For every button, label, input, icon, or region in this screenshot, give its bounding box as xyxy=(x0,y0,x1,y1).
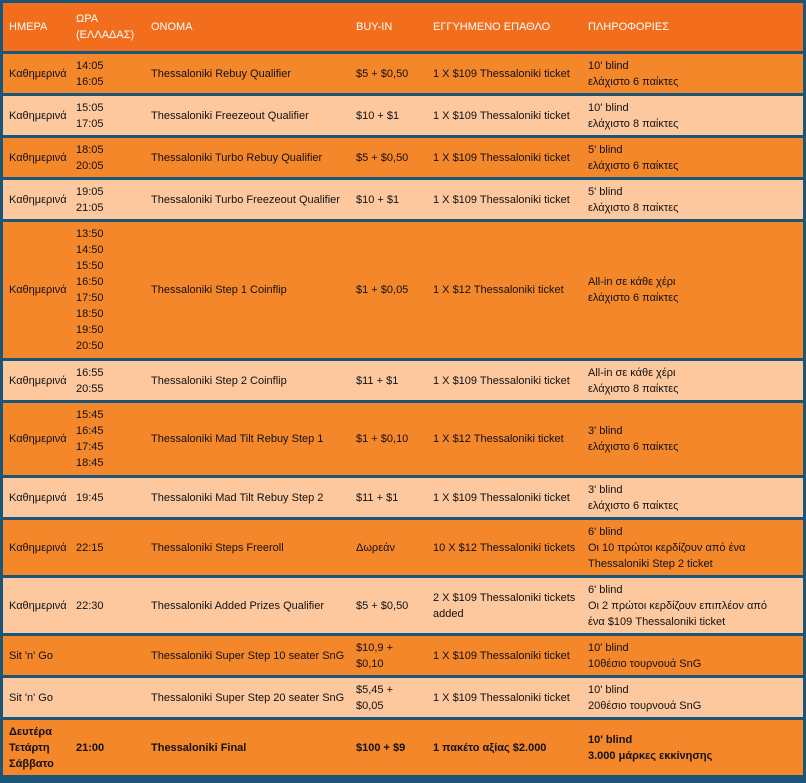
cell-day-line: Καθημερινά xyxy=(9,541,67,554)
cell-info-line: 10' blind xyxy=(588,59,629,72)
cell-buyin-line: $1 + $0,05 xyxy=(356,284,409,296)
cell-name: Thessaloniki Final xyxy=(145,720,350,775)
cell-day xyxy=(3,478,70,517)
cell-day xyxy=(3,96,70,135)
cell-prize xyxy=(427,180,582,219)
cell-info-line: 10θέσιο τουρνουά SnG xyxy=(588,657,702,670)
cell-day xyxy=(3,222,70,358)
cell-info xyxy=(582,520,803,575)
cell-info-line: 10' blind xyxy=(588,101,629,114)
cell-times xyxy=(70,520,145,575)
cell-info-line: All-in σε κάθε χέρι xyxy=(588,366,676,379)
cell-times xyxy=(70,403,145,475)
cell-prize xyxy=(427,678,582,717)
cell-info-line: 6' blind xyxy=(588,525,623,538)
cell-prize-line: 1 X $109 Thessaloniki ticket xyxy=(433,374,570,387)
cell-times-line: 17:50 xyxy=(76,292,104,304)
cell-times-line: 22:15 xyxy=(76,541,104,554)
cell-info-line: ένα $109 Thessaloniki ticket xyxy=(588,615,726,628)
cell-day xyxy=(3,361,70,400)
cell-times-line: 20:55 xyxy=(76,382,104,395)
table-row xyxy=(3,180,803,219)
cell-prize-line: 1 X $109 Thessaloniki ticket xyxy=(433,649,570,662)
cell-prize-line: 1 X $109 Thessaloniki ticket xyxy=(433,67,570,80)
cell-day-line: Καθημερινά xyxy=(9,193,67,206)
cell-prize xyxy=(427,720,582,775)
cell-buyin-line: $0,05 xyxy=(356,699,384,712)
cell-name: Thessaloniki Rebuy Qualifier xyxy=(145,54,350,93)
cell-day xyxy=(3,678,70,717)
cell-buyin xyxy=(350,96,427,135)
cell-day-line: Καθημερινά xyxy=(9,67,67,80)
table-row xyxy=(3,54,803,93)
cell-times-line: 22:30 xyxy=(76,599,104,612)
cell-info xyxy=(582,403,803,475)
cell-times-line: 21:00 xyxy=(76,741,105,754)
cell-times-line: 17:05 xyxy=(76,117,104,130)
cell-day-line: Τετάρτη xyxy=(9,741,50,754)
cell-info-line: 5' blind xyxy=(588,143,623,156)
cell-times xyxy=(70,180,145,219)
cell-times-line: 21:05 xyxy=(76,201,104,214)
cell-buyin-line: $10 + $1 xyxy=(356,109,400,122)
cell-buyin xyxy=(350,222,427,358)
cell-info-line: 3' blind xyxy=(588,483,623,496)
cell-times-line: 19:45 xyxy=(76,491,104,504)
cell-info xyxy=(582,636,803,675)
cell-times-line: 18:50 xyxy=(76,308,104,320)
cell-prize-line: 1 X $109 Thessaloniki ticket xyxy=(433,151,570,164)
cell-times xyxy=(70,361,145,400)
header-row xyxy=(3,3,803,51)
cell-day-line: Καθημερινά xyxy=(9,284,67,296)
cell-info xyxy=(582,478,803,517)
cell-info xyxy=(582,96,803,135)
cell-info xyxy=(582,54,803,93)
cell-prize-line: 1 πακέτο αξίας $2.000 xyxy=(433,741,547,754)
cell-day xyxy=(3,54,70,93)
table-row xyxy=(3,222,803,358)
cell-prize xyxy=(427,222,582,358)
table-row xyxy=(3,96,803,135)
cell-day-line: Σάββατο xyxy=(9,757,54,770)
header-prize: ΕΓΓΥΗΜΕΝΟ ΕΠΑΘΛΟ xyxy=(427,3,582,51)
cell-info-line: 5' blind xyxy=(588,185,623,198)
cell-buyin-line: $5 + $0,50 xyxy=(356,599,409,612)
cell-prize-line: 1 X $109 Thessaloniki ticket xyxy=(433,691,570,704)
cell-name: Thessaloniki Step 1 Coinflip xyxy=(145,222,350,358)
cell-day-line: Καθημερινά xyxy=(9,599,67,612)
cell-buyin xyxy=(350,138,427,177)
cell-times xyxy=(70,138,145,177)
cell-buyin xyxy=(350,578,427,633)
cell-times-line: 14:50 xyxy=(76,244,104,256)
cell-info-line: ελάχιστο 6 παίκτες xyxy=(588,441,679,453)
cell-name: Thessaloniki Step 2 Coinflip xyxy=(145,361,350,400)
cell-buyin xyxy=(350,520,427,575)
cell-prize-line: 2 X $109 Thessaloniki tickets xyxy=(433,591,576,604)
header-info: ΠΛΗΡΟΦΟΡΙΕΣ xyxy=(582,3,803,51)
cell-info xyxy=(582,678,803,717)
table-row xyxy=(3,403,803,475)
cell-info-line: 10' blind xyxy=(588,683,629,696)
cell-info-line: ελάχιστο 6 παίκτες xyxy=(588,75,679,88)
tournament-schedule-table xyxy=(3,3,803,778)
cell-buyin xyxy=(350,678,427,717)
cell-name: Thessaloniki Turbo Freezeout Qualifier xyxy=(145,180,350,219)
table-row xyxy=(3,478,803,517)
cell-buyin-line: $11 + $1 xyxy=(356,491,399,504)
cell-times xyxy=(70,478,145,517)
cell-day xyxy=(3,520,70,575)
cell-times-line: 16:45 xyxy=(76,425,104,437)
cell-buyin-line: Δωρεάν xyxy=(356,541,395,554)
cell-info xyxy=(582,222,803,358)
cell-buyin-line: $5 + $0,50 xyxy=(356,67,409,80)
cell-prize xyxy=(427,403,582,475)
cell-buyin-line: $100 + $9 xyxy=(356,741,406,754)
cell-buyin-line: $10,9 + xyxy=(356,641,394,654)
cell-name: Thessaloniki Freezeout Qualifier xyxy=(145,96,350,135)
cell-prize xyxy=(427,636,582,675)
cell-day xyxy=(3,180,70,219)
cell-prize xyxy=(427,54,582,93)
table-row xyxy=(3,361,803,400)
cell-prize-line: 10 X $12 Thessaloniki tickets xyxy=(433,541,576,554)
cell-info xyxy=(582,138,803,177)
table-row xyxy=(3,678,803,717)
cell-prize-line: added xyxy=(433,607,464,620)
cell-buyin xyxy=(350,180,427,219)
cell-info-line: All-in σε κάθε χέρι xyxy=(588,276,676,288)
header-buyin: BUY-IN xyxy=(350,3,427,51)
cell-times xyxy=(70,636,145,675)
cell-day xyxy=(3,403,70,475)
cell-times xyxy=(70,222,145,358)
cell-times-line: 20:05 xyxy=(76,159,104,172)
cell-info-line: ελάχιστο 8 παίκτες xyxy=(588,117,679,130)
cell-buyin-line: $1 + $0,10 xyxy=(356,433,409,445)
cell-prize-line: 1 X $12 Thessaloniki ticket xyxy=(433,284,564,296)
cell-name: Thessaloniki Steps Freeroll xyxy=(145,520,350,575)
cell-day-line: Καθημερινά xyxy=(9,491,67,504)
cell-name: Thessaloniki Mad Tilt Rebuy Step 1 xyxy=(145,403,350,475)
cell-info-line: Οι 2 πρώτοι κερδίζουν επιπλέον από xyxy=(588,599,768,612)
cell-times-line: 15:45 xyxy=(76,409,104,421)
header-time-line2: (ΕΛΛΑΔΑΣ) xyxy=(76,29,135,41)
cell-buyin-line: $5 + $0,50 xyxy=(356,151,409,164)
cell-day xyxy=(3,636,70,675)
cell-times-line: 14:05 xyxy=(76,59,104,72)
cell-times-line: 16:50 xyxy=(76,276,104,288)
cell-times xyxy=(70,578,145,633)
cell-buyin-line: $5,45 + xyxy=(356,683,394,696)
cell-times-line: 19:05 xyxy=(76,185,104,198)
cell-times-line: 18:45 xyxy=(76,457,104,469)
cell-times xyxy=(70,678,145,717)
cell-times xyxy=(70,720,145,775)
cell-times-line: 19:50 xyxy=(76,324,104,336)
cell-info xyxy=(582,720,803,775)
table-row xyxy=(3,138,803,177)
cell-prize-line: 1 X $12 Thessaloniki ticket xyxy=(433,433,564,445)
cell-info-line: ελάχιστο 6 παίκτες xyxy=(588,159,679,172)
cell-prize xyxy=(427,520,582,575)
table-row xyxy=(3,636,803,675)
cell-info-line: Οι 10 πρώτοι κερδίζουν από ένα xyxy=(588,541,746,554)
cell-times-line: 17:45 xyxy=(76,441,104,453)
cell-info-line: 6' blind xyxy=(588,583,623,596)
cell-prize xyxy=(427,478,582,517)
cell-day-line: Καθημερινά xyxy=(9,433,67,445)
cell-day-line: Καθημερινά xyxy=(9,151,67,164)
cell-times-line: 20:50 xyxy=(76,340,104,352)
cell-day-line: Δευτέρα xyxy=(9,725,52,738)
cell-info-line: ελάχιστο 6 παίκτες xyxy=(588,499,679,512)
cell-day-line: Sit 'n' Go xyxy=(9,691,53,704)
cell-prize xyxy=(427,96,582,135)
cell-day-line: Καθημερινά xyxy=(9,374,67,387)
header-time xyxy=(70,3,145,51)
cell-times xyxy=(70,96,145,135)
cell-buyin xyxy=(350,403,427,475)
cell-buyin-line: $10 + $1 xyxy=(356,193,400,206)
cell-times xyxy=(70,54,145,93)
cell-buyin xyxy=(350,54,427,93)
header-day: ΗΜΕΡΑ xyxy=(3,3,70,51)
table-row xyxy=(3,720,803,775)
cell-prize-line: 1 X $109 Thessaloniki ticket xyxy=(433,491,570,504)
cell-times-line: 18:05 xyxy=(76,143,104,156)
cell-info xyxy=(582,361,803,400)
cell-buyin-line: $0,10 xyxy=(356,657,384,670)
cell-name: Thessaloniki Super Step 20 seater SnG xyxy=(145,678,350,717)
cell-day xyxy=(3,138,70,177)
header-time-line1: ΩΡΑ xyxy=(76,13,99,25)
cell-info-line: 20θέσιο τουρνουά SnG xyxy=(588,699,702,712)
cell-day-line: Sit 'n' Go xyxy=(9,649,53,662)
cell-info-line: ελάχιστο 8 παίκτες xyxy=(588,201,679,214)
cell-times-line: 15:50 xyxy=(76,260,104,272)
cell-buyin-line: $11 + $1 xyxy=(356,374,399,387)
schedule-frame xyxy=(3,3,803,780)
cell-day-line: Καθημερινά xyxy=(9,109,67,122)
cell-name: Thessaloniki Mad Tilt Rebuy Step 2 xyxy=(145,478,350,517)
cell-info-line: Thessaloniki Step 2 ticket xyxy=(588,557,713,570)
cell-times-line: 16:55 xyxy=(76,366,104,379)
cell-name: Thessaloniki Turbo Rebuy Qualifier xyxy=(145,138,350,177)
cell-info-line: ελάχιστο 8 παίκτες xyxy=(588,382,679,395)
table-row xyxy=(3,578,803,633)
cell-info-line: 3' blind xyxy=(588,425,623,437)
cell-info-line: 10' blind xyxy=(588,733,633,746)
cell-buyin xyxy=(350,720,427,775)
cell-info-line: ελάχιστο 6 παίκτες xyxy=(588,292,679,304)
cell-name: Thessaloniki Added Prizes Qualifier xyxy=(145,578,350,633)
cell-buyin xyxy=(350,361,427,400)
cell-info xyxy=(582,578,803,633)
header-name: ΟΝΟΜΑ xyxy=(145,3,350,51)
cell-prize-line: 1 X $109 Thessaloniki ticket xyxy=(433,193,570,206)
cell-times-line: 16:05 xyxy=(76,75,104,88)
cell-day xyxy=(3,578,70,633)
cell-name: Thessaloniki Super Step 10 seater SnG xyxy=(145,636,350,675)
table-row xyxy=(3,520,803,575)
cell-prize xyxy=(427,138,582,177)
cell-info-line: 3.000 μάρκες εκκίνησης xyxy=(588,749,713,762)
cell-info xyxy=(582,180,803,219)
cell-times-line: 15:05 xyxy=(76,101,104,114)
cell-times-line: 13:50 xyxy=(76,228,104,240)
cell-prize-line: 1 X $109 Thessaloniki ticket xyxy=(433,109,570,122)
cell-buyin xyxy=(350,636,427,675)
cell-info-line: 10' blind xyxy=(588,641,629,654)
cell-prize xyxy=(427,578,582,633)
cell-buyin xyxy=(350,478,427,517)
cell-day xyxy=(3,720,70,775)
cell-prize xyxy=(427,361,582,400)
